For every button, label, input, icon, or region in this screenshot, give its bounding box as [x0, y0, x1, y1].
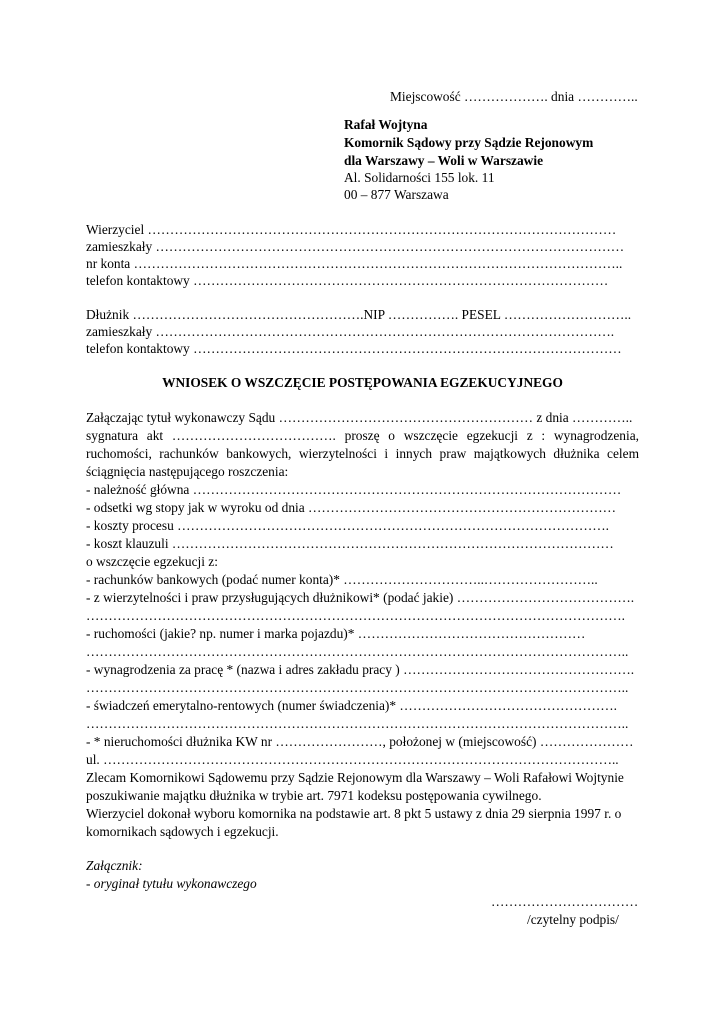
attachment-heading: Załącznik: [86, 858, 143, 873]
body-line: Załączając tytuł wykonawczy Sądu ………………………………………………… z dnia ………….. [86, 410, 633, 425]
creditor-address-field: zamieszkały …………………………………………………………………………………………… [86, 239, 625, 254]
body-line: komornikach sądowych i egzekucji. [86, 824, 279, 839]
dotted-line: ………………………………………………………………………………………………………….. [86, 716, 629, 731]
body-line: ściągnięcia następującego roszczenia: [86, 464, 289, 479]
debtor-address-field: zamieszkały …………………………………………………………………………………………. [86, 324, 615, 339]
recipient-office-line1: Komornik Sądowy przy Sądzie Rejonowym [344, 135, 594, 150]
dotted-line: …………………………………………………………………………………………………………. [86, 608, 625, 623]
enforcement-item: - świadczeń emerytalno-rentowych (numer świadczenia)* …………………………………………. [86, 698, 618, 713]
enforcement-item: - rachunków bankowych (podać numer konta)* …………………………..…………………….. [86, 572, 598, 587]
enforcement-item: - ruchomości (jakie? np. numer i marka pojazdu)* …………………………………………… [86, 626, 586, 641]
creditor-phone-field: telefon kontaktowy ………………………………………………………………………………… [86, 273, 609, 288]
claim-item: - koszty procesu ……………………………………………………………………………………. [86, 518, 609, 533]
signature-label: /czytelny podpis/ [527, 912, 619, 927]
document-title: WNIOSEK O WSZCZĘCIE POSTĘPOWANIA EGZEKUCYJNEGO [162, 375, 563, 390]
enforcement-item: - wynagrodzenia za pracę * (nazwa i adres zakładu pracy ) ……………………………………………. [86, 662, 635, 677]
recipient-name: Rafał Wojtyna [344, 117, 428, 132]
attachment-item: - oryginał tytułu wykonawczego [86, 876, 257, 891]
recipient-street: Al. Solidarności 155 lok. 11 [344, 170, 495, 185]
body-line: Zlecam Komornikowi Sądowemu przy Sądzie Rejonowym dla Warszawy – Woli Rafałowi Wojtynie [86, 770, 624, 785]
dotted-line: ul. …………………………………………………………………………………………………….. [86, 752, 619, 767]
body-line: o wszczęcie egzekucji z: [86, 554, 218, 569]
body-line: ruchomości, rachunków bankowych, wierzytelności i innych praw majątkowych dłużnika celem [86, 446, 639, 461]
claim-item: - należność główna …………………………………………………………………………………… [86, 482, 622, 497]
signature-dots: …………………………… [491, 894, 639, 909]
enforcement-item: - z wierzytelności i praw przysługujących dłużnikowi* (podać jakie) …………………………………. [86, 590, 635, 605]
body-line: poszukiwanie majątku dłużnika w trybie art. 7971 kodeksu postępowania cywilnego. [86, 788, 542, 803]
dotted-line: ………………………………………………………………………………………………………….. [86, 644, 629, 659]
recipient-office-line2: dla Warszawy – Woli w Warszawie [344, 153, 544, 168]
body-line: Wierzyciel dokonał wyboru komornika na podstawie art. 8 pkt 5 ustawy z dnia 29 sierpnia 1997 r. o [86, 806, 622, 821]
claim-item: - odsetki wg stopy jak w wyroku od dnia …………………………………………………………… [86, 500, 617, 515]
dotted-line: ………………………………………………………………………………………………………….. [86, 680, 629, 695]
body-line: sygnatura akt ………………………………. proszę o wszczęcie egzekucji z : wynagrodzenia, [86, 428, 639, 443]
enforcement-item: - * nieruchomości dłużnika KW nr ……………………, położonej w (miejscowość) ………………… [86, 734, 634, 749]
debtor-name-field: Dłużnik …………………………………………….NIP ……………. PESEL ……………………….. [86, 307, 632, 322]
claim-item: - koszt klauzuli ……………………………………………………………………………………… [86, 536, 614, 551]
place-date-line: Miejscowość ………………. dnia ………….. [390, 89, 638, 104]
creditor-name-field: Wierzyciel …………………………………………………………………………………………… [86, 222, 617, 237]
recipient-postal: 00 – 877 Warszawa [344, 187, 449, 202]
creditor-account-field: nr konta ……………………………………………………………………………………………….. [86, 256, 623, 271]
debtor-phone-field: telefon kontaktowy …………………………………………………………………………………… [86, 341, 622, 356]
